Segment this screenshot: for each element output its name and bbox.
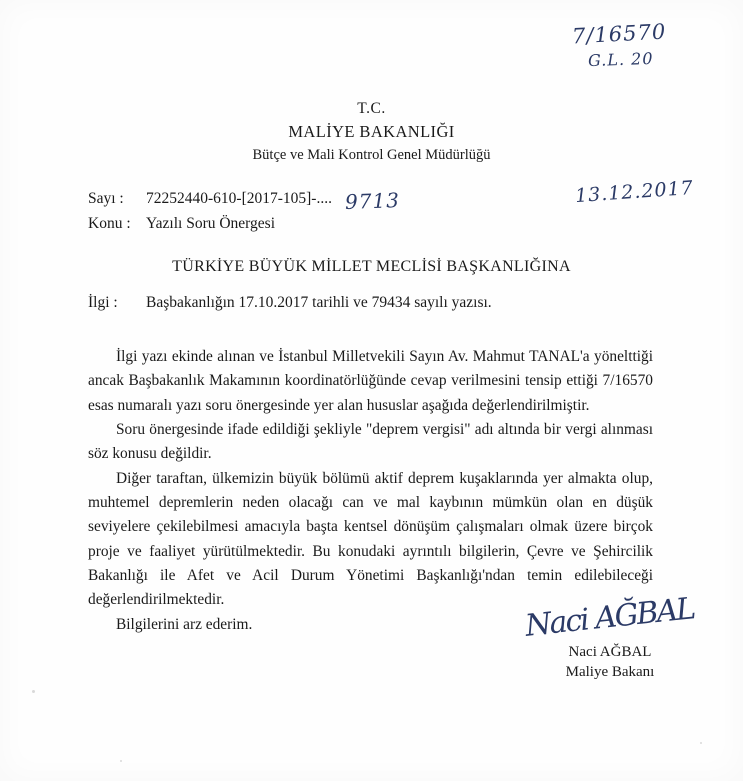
letterhead-tc: T.C. (357, 100, 386, 117)
konu-label: Konu : (88, 215, 131, 233)
sayi-label: Sayı : (88, 190, 124, 207)
body-paragraph: Soru önergesinde ifade edildiği şekliyle "deprem vergisi" adı altında bir vergi alınması söz konusu değildir. (88, 420, 653, 463)
handwritten-date: 13.12.2017 (574, 176, 695, 208)
konu-value: Yazılı Soru Önergesi (146, 215, 276, 233)
letterhead-ministry: MALİYE BAKANLIĞI (288, 122, 455, 141)
scan-speck (700, 742, 702, 744)
handwritten-incoming-number: 9713 (344, 188, 401, 214)
body-paragraph: Bilgilerini arz ederim. (116, 615, 253, 633)
handwritten-signature: Naci AĞBAL (523, 591, 696, 644)
document-body (88, 345, 653, 637)
signature-block (520, 591, 700, 681)
handwritten-stamp-sub: G.L. 20 (587, 48, 654, 71)
scan-speck (120, 760, 122, 762)
body-paragraph: İlgi yazı ekinde alınan ve İstanbul Milletvekili Sayın Av. Mahmut TANAL'a yönelttiği ancak Başbakanlık Makamının koordinatörlüğünde cevap verilmesini tensip ettiği 7/16570 esas numaralı yazı soru önergesinde yer alan hususlar aşağıda değerlendirilmiştir. (88, 348, 653, 414)
sayi-value: 72252440-610-[2017-105]-.... (146, 190, 332, 207)
document-meta (88, 186, 332, 236)
meta-row-sayi (88, 186, 332, 211)
letterhead (0, 98, 743, 166)
handwritten-stamp-number: 7/16570 (571, 19, 667, 49)
reference-label: İlgi : (88, 294, 118, 311)
signatory-title: Maliye Bakanı (565, 664, 655, 680)
signatory-name: Naci AĞBAL (568, 644, 652, 660)
letterhead-department: Bütçe ve Mali Kontrol Genel Müdürlüğü (252, 147, 491, 164)
scan-speck (32, 690, 35, 693)
meta-row-konu (88, 211, 332, 236)
addressee-line: TÜRKİYE BÜYÜK MİLLET MECLİSİ BAŞKANLIĞINA (172, 258, 571, 275)
reference-line (88, 294, 492, 312)
reference-value: Başbakanlığın 17.10.2017 tarihli ve 79434 sayılı yazısı. (146, 294, 492, 311)
body-paragraph: Diğer taraftan, ülkemizin büyük bölümü aktif deprem kuşaklarında yer almakta olup, muhtemel depremlerin neden olacağı can ve mal kaybının mümkün olan en düşük seviyelere çekilebilmesi amacıyla başta kentsel dönüşüm çalışmaları olmak üzere birçok proje ve faaliyet yürütülmektedir. Bu konudaki ayrıntılı bilgilerin, Çevre ve Şehircilik Bakanlığı ile Afet ve Acil Durum Yönetimi Başkanlığı'ndan temin edilebileceği değerlendirilmektedir. (88, 469, 653, 609)
